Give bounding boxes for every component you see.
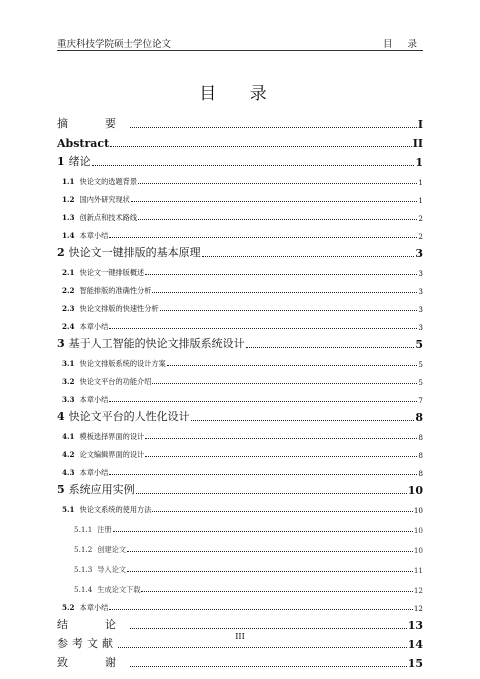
- toc-entry-page: 10: [407, 484, 423, 497]
- toc-entry-label: [62, 377, 151, 387]
- toc-entry-label: [62, 395, 108, 405]
- toc-entry-number: 3.3: [62, 395, 75, 404]
- toc-entry-label: [62, 432, 144, 442]
- toc-entry[interactable]: [57, 497, 423, 515]
- toc-entry[interactable]: [57, 150, 423, 169]
- dot-leader: [127, 551, 413, 552]
- toc-entry-title: 生成论文下载: [97, 585, 141, 594]
- toc-entry-label: [62, 603, 108, 613]
- toc-entry-title: 快论文排版系统的设计方案: [79, 359, 166, 368]
- toc-entry[interactable]: [57, 351, 423, 369]
- toc-entry-title: 快论文排版的快速性分析: [79, 304, 159, 313]
- dot-leader: [152, 292, 417, 293]
- toc-entry[interactable]: [57, 260, 423, 278]
- toc-entry-page: 8: [418, 451, 423, 460]
- toc-entry[interactable]: [57, 169, 423, 187]
- toc-entry-label: [62, 322, 108, 332]
- dot-leader: [109, 401, 417, 402]
- toc-entry-label: [57, 244, 201, 260]
- toc-entry-page: 8: [418, 469, 423, 478]
- toc-entry-title: 模板选择界面的设计: [79, 432, 145, 441]
- toc-entry-number: 3.2: [62, 377, 75, 386]
- toc-entry-number: 2: [57, 246, 65, 259]
- dot-leader: [202, 256, 415, 257]
- toc-entry-title: 创建论文: [97, 545, 127, 554]
- toc-entry-page: 7: [418, 396, 423, 405]
- toc-entry-title: 致 谢: [57, 656, 129, 669]
- dot-leader: [145, 438, 417, 439]
- toc-entry-title: 快论文的选题背景: [79, 177, 138, 186]
- toc-entry-title: 系统应用实例: [68, 483, 135, 496]
- toc-entry-title: 基于人工智能的快论文排版系统设计: [68, 337, 245, 350]
- toc-entry-label: [62, 213, 137, 223]
- dot-leader: [130, 127, 417, 128]
- toc-entry[interactable]: [57, 535, 423, 555]
- toc-entry[interactable]: [57, 332, 423, 351]
- toc-entry-label: [74, 525, 112, 535]
- toc-entry-title: 本章小结: [79, 231, 109, 240]
- toc-entry-number: 5.1.1: [74, 525, 93, 534]
- toc-entry-number: 5.1.4: [74, 585, 93, 594]
- toc-entry-title: 本章小结: [79, 395, 109, 404]
- running-header: [57, 36, 423, 50]
- dot-leader: [109, 609, 413, 610]
- dot-leader: [131, 201, 418, 202]
- toc-entry-number: 5.1: [62, 505, 75, 514]
- toc-entry-page: 10: [413, 506, 423, 515]
- page-number: III: [235, 632, 245, 641]
- toc-entry-page: 10: [413, 526, 423, 535]
- toc-entry-label: [62, 304, 159, 314]
- toc-entry-page: 2: [418, 232, 423, 241]
- dot-leader: [127, 571, 413, 572]
- toc-entry-label: [62, 359, 166, 369]
- toc-entry-number: 2.4: [62, 322, 75, 331]
- toc-entry[interactable]: [57, 613, 423, 632]
- header-rule: [57, 50, 423, 51]
- toc-entry-title: 导入论文: [97, 565, 127, 574]
- toc-entry-title: 快论文一键排版概述: [79, 268, 145, 277]
- dot-leader: [109, 328, 417, 329]
- toc-entry-page: 3: [415, 247, 423, 260]
- toc-entry[interactable]: [57, 278, 423, 296]
- dot-leader: [152, 383, 417, 384]
- toc-entry-page: 1: [418, 178, 423, 187]
- toc-entry-label: [57, 654, 129, 670]
- toc-entry-title: Abstract: [57, 137, 110, 150]
- toc-entry-page: 3: [418, 269, 423, 278]
- toc-entry-page: II: [412, 137, 423, 150]
- toc-entry-page: 15: [407, 657, 423, 670]
- toc-entry-number: 3.1: [62, 359, 75, 368]
- toc-entry-number: 5.1.3: [74, 565, 93, 574]
- dot-leader: [141, 591, 412, 592]
- toc-entry-title: 结 论: [57, 618, 129, 631]
- toc-entry-label: [62, 177, 137, 187]
- toc-entry-label: [74, 565, 126, 575]
- toc-entry-title: 论文编辑界面的设计: [79, 450, 145, 459]
- toc-entry[interactable]: [57, 651, 423, 670]
- toc-entry-page: 8: [418, 433, 423, 442]
- toc-entry-label: [62, 268, 144, 278]
- toc-entry[interactable]: [57, 405, 423, 424]
- toc-entry[interactable]: [57, 515, 423, 535]
- toc-entry[interactable]: [57, 205, 423, 223]
- toc-entry-number: 1.1: [62, 177, 75, 186]
- dot-leader: [167, 365, 418, 366]
- dot-leader: [109, 474, 417, 475]
- toc-entry-label: [57, 335, 245, 351]
- toc-entry-number: 1.3: [62, 213, 75, 222]
- toc-entry-label: [62, 195, 130, 205]
- header-thesis-title: 重庆科技学院硕士学位论文: [57, 39, 172, 50]
- toc-entry-title: 本章小结: [79, 603, 109, 612]
- toc-entry[interactable]: [57, 478, 423, 497]
- toc-entry[interactable]: [57, 369, 423, 387]
- table-of-contents: [57, 112, 423, 670]
- toc-entry[interactable]: [57, 460, 423, 478]
- dot-leader: [138, 183, 417, 184]
- dot-leader: [246, 347, 415, 348]
- dot-leader: [118, 647, 407, 648]
- toc-entry-page: 3: [418, 305, 423, 314]
- toc-entry-title: 国内外研究现状: [79, 195, 130, 204]
- dot-leader: [92, 165, 415, 166]
- dot-leader: [113, 531, 413, 532]
- toc-entry-label: [57, 115, 129, 131]
- toc-entry-number: 3: [57, 337, 65, 350]
- toc-entry-number: 2.2: [62, 286, 75, 295]
- toc-entry-title: 本章小结: [79, 322, 109, 331]
- toc-entry-number: 2.1: [62, 268, 75, 277]
- toc-entry-number: 1: [57, 155, 65, 168]
- toc-entry-label: [57, 616, 129, 632]
- toc-entry-label: [74, 545, 126, 555]
- toc-entry[interactable]: [57, 296, 423, 314]
- toc-entry-page: 1: [415, 156, 423, 169]
- toc-entry-label: [62, 286, 151, 296]
- toc-entry-number: 5.2: [62, 603, 75, 612]
- toc-entry[interactable]: [57, 595, 423, 613]
- toc-entry[interactable]: [57, 187, 423, 205]
- dot-leader: [136, 493, 407, 494]
- toc-entry-label: [57, 481, 135, 497]
- toc-entry-label: [62, 450, 144, 460]
- toc-entry-title: 绪论: [68, 155, 91, 168]
- toc-entry[interactable]: [57, 112, 423, 131]
- toc-entry-page: 5: [415, 338, 423, 351]
- toc-entry[interactable]: [57, 223, 423, 241]
- toc-entry-title: 智能排版的准确性分析: [79, 286, 152, 295]
- dot-leader: [138, 219, 417, 220]
- toc-entry-number: 4: [57, 410, 65, 423]
- toc-entry-page: 5: [418, 378, 423, 387]
- toc-entry-page: 2: [418, 214, 423, 223]
- dot-leader: [110, 146, 412, 147]
- toc-entry-label: [62, 468, 108, 478]
- toc-entry[interactable]: [57, 442, 423, 460]
- dot-leader: [145, 274, 417, 275]
- toc-entry-page: 11: [413, 566, 423, 575]
- toc-entry-number: 5.1.2: [74, 545, 93, 554]
- toc-title: 目 录: [199, 84, 281, 104]
- dot-leader: [191, 420, 415, 421]
- toc-entry-number: 4.1: [62, 432, 75, 441]
- dot-leader: [130, 628, 407, 629]
- toc-entry-label: [57, 408, 190, 424]
- toc-entry-title: 创新点和技术路线: [79, 213, 138, 222]
- toc-entry-number: 5: [57, 483, 65, 496]
- toc-entry-page: 12: [413, 586, 423, 595]
- dot-leader: [145, 456, 417, 457]
- toc-entry-page: 13: [407, 619, 423, 632]
- dot-leader: [160, 310, 418, 311]
- toc-entry-title: 快论文一键排版的基本原理: [68, 246, 201, 259]
- toc-entry-title: 注册: [97, 525, 112, 534]
- toc-entry-number: 1.2: [62, 195, 75, 204]
- toc-entry-number: 4.3: [62, 468, 75, 477]
- toc-entry-label: [57, 153, 91, 169]
- toc-entry-label: [74, 585, 140, 595]
- toc-entry-page: 12: [413, 604, 423, 613]
- toc-entry-label: [62, 505, 151, 515]
- toc-entry-number: 2.3: [62, 304, 75, 313]
- toc-entry[interactable]: [57, 131, 423, 150]
- dot-leader: [109, 237, 417, 238]
- toc-entry[interactable]: [57, 424, 423, 442]
- toc-entry-label: [57, 137, 109, 150]
- toc-entry-title: 摘 要: [57, 117, 129, 130]
- dot-leader: [152, 511, 412, 512]
- toc-entry-page: 8: [415, 411, 423, 424]
- toc-entry[interactable]: [57, 314, 423, 332]
- header-section-title: 目 录: [382, 39, 423, 50]
- toc-entry[interactable]: [57, 387, 423, 405]
- toc-entry[interactable]: [57, 241, 423, 260]
- toc-entry-number: 1.4: [62, 231, 75, 240]
- toc-entry-title: 快论文系统的使用方法: [79, 505, 152, 514]
- toc-entry[interactable]: [57, 575, 423, 595]
- toc-entry-title: 本章小结: [79, 468, 109, 477]
- toc-entry-number: 4.2: [62, 450, 75, 459]
- toc-entry-page: 3: [418, 287, 423, 296]
- toc-entry-page: I: [417, 118, 423, 131]
- toc-entry-label: [62, 231, 108, 241]
- toc-entry-page: 10: [413, 546, 423, 555]
- dot-leader: [130, 666, 407, 667]
- toc-entry-title: 快论文平台的功能介绍: [79, 377, 152, 386]
- toc-entry[interactable]: [57, 555, 423, 575]
- toc-entry-page: 14: [407, 638, 423, 651]
- toc-entry-page: 3: [418, 323, 423, 332]
- toc-entry-title: 快论文平台的人性化设计: [68, 410, 190, 423]
- toc-entry-page: 1: [418, 196, 423, 205]
- toc-entry-page: 5: [418, 360, 423, 369]
- toc-entry-title: 参考文献: [57, 637, 117, 650]
